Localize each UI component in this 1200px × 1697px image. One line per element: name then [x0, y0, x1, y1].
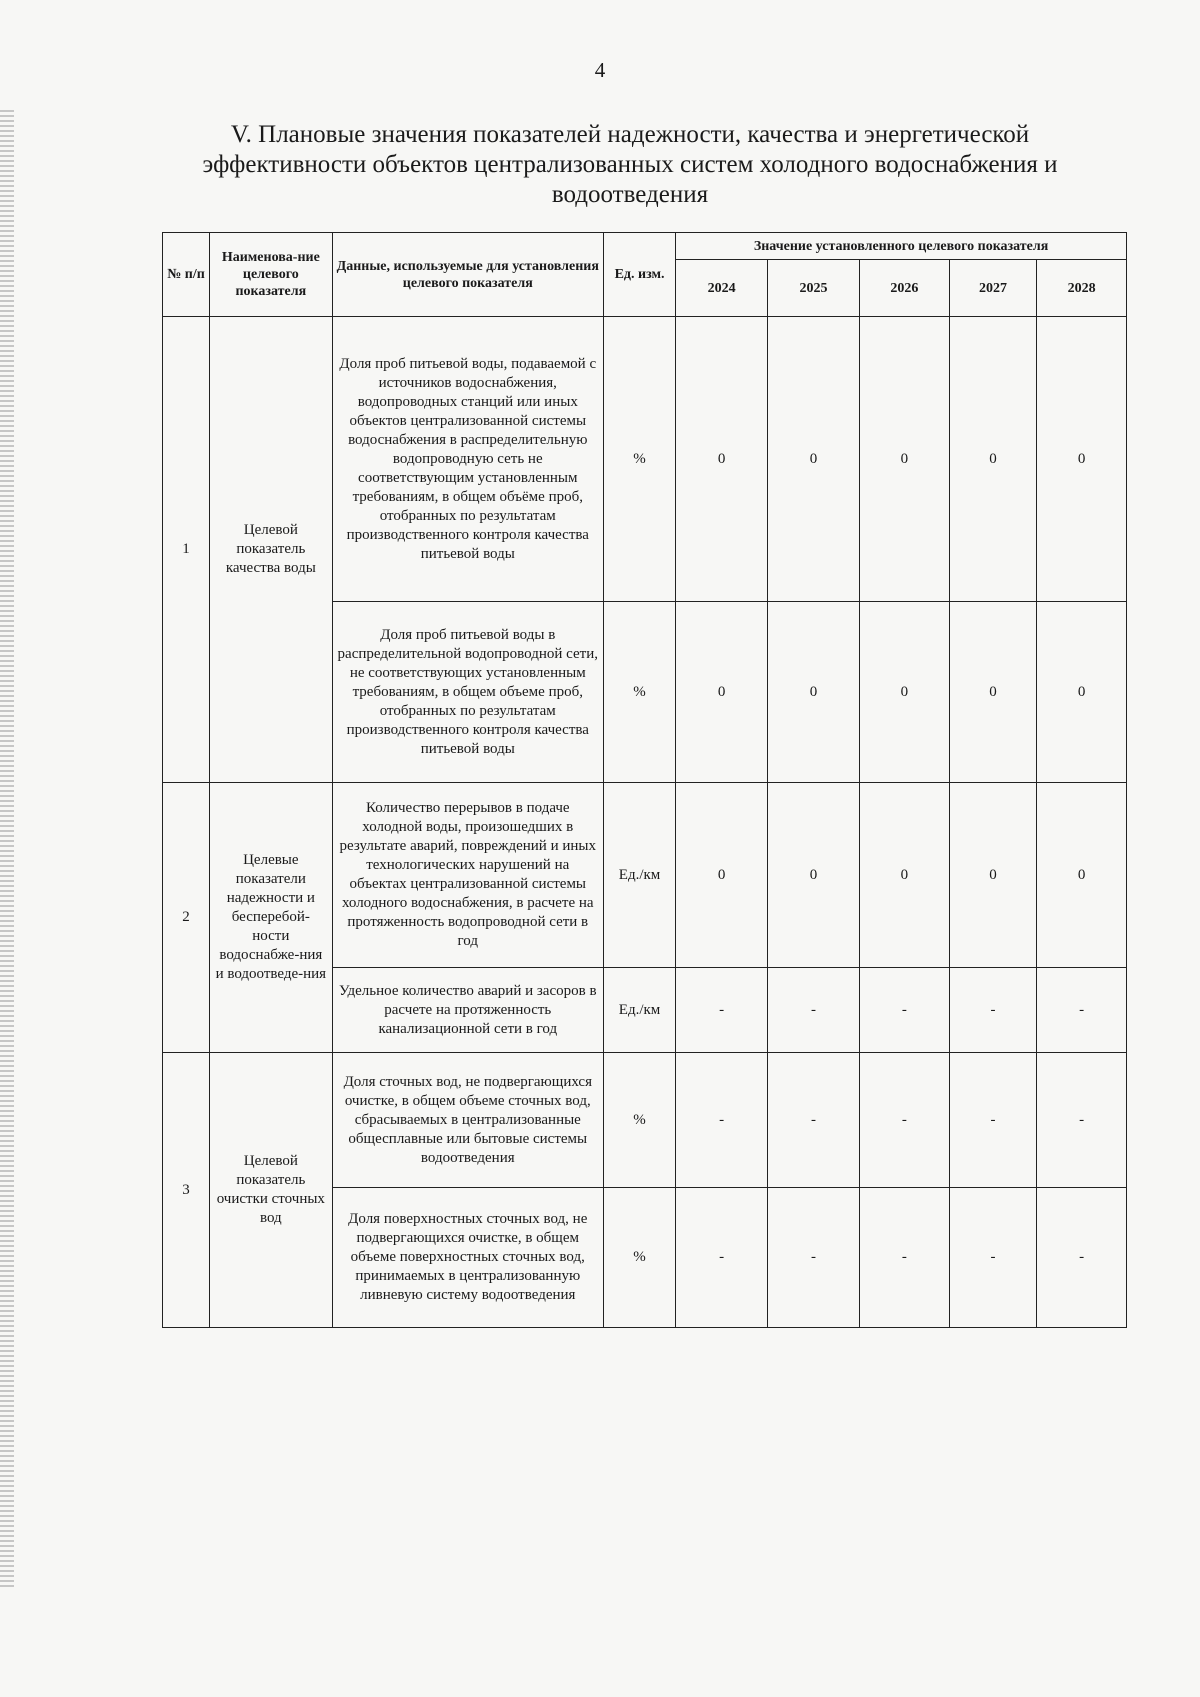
table-row — [163, 783, 1127, 968]
value-cell: 0 — [1037, 602, 1127, 783]
value-cell: - — [859, 1188, 949, 1328]
header-num: № п/п — [163, 233, 210, 317]
header-year: 2026 — [859, 260, 949, 317]
indicator-description: Доля проб питьевой воды, подаваемой с источников водоснабжения, водопроводных станций или иных объектов централизованной системы водоснабжения в распределительную водопроводную сеть не соответствующим установленным требованиям, в общем объёме проб, отобранных по результатам производственного контроля качества питьевой воды — [332, 317, 603, 602]
value-cell: 0 — [949, 317, 1037, 602]
value-cell: - — [859, 968, 949, 1053]
unit-cell: % — [603, 1053, 675, 1188]
value-cell: 0 — [1037, 783, 1127, 968]
table-header — [163, 233, 1127, 317]
value-cell: - — [949, 968, 1037, 1053]
value-cell: 0 — [768, 783, 860, 968]
section-title: V. Плановые значения показателей надежности, качества и энергетической эффективности объектов централизованных систем холодного водоснабжения и водоотведения — [202, 121, 1058, 208]
table-row — [163, 1053, 1127, 1188]
indicator-name: Целевой показатель качества воды — [210, 317, 333, 783]
value-cell: - — [1037, 1188, 1127, 1328]
value-cell: - — [949, 1053, 1037, 1188]
indicator-description: Количество перерывов в подаче холодной воды, произошедших в результате аварий, повреждений и иных технологических нарушений на объектах централизованной системы холодного водоснабжения, в расчете на протяженность водопроводной сети в год — [332, 783, 603, 968]
header-year: 2027 — [949, 260, 1037, 317]
value-cell: 0 — [676, 602, 768, 783]
value-cell: - — [768, 1053, 860, 1188]
value-cell: 0 — [676, 783, 768, 968]
value-cell: - — [676, 968, 768, 1053]
value-cell: 0 — [768, 317, 860, 602]
indicator-description: Доля проб питьевой воды в распределительной водопроводной сети, не соответствующих установленным требованиям, в общем объеме проб, отобранных по результатам производственного контроля качества питьевой воды — [332, 602, 603, 783]
value-cell: 0 — [859, 783, 949, 968]
page-number: 4 — [594, 58, 606, 82]
row-num: 2 — [163, 783, 210, 1053]
unit-cell: % — [603, 317, 675, 602]
header-year: 2025 — [768, 260, 860, 317]
indicator-description: Доля поверхностных сточных вод, не подвергающихся очистке, в общем объеме поверхностных сточных вод, принимаемых в централизованную ливневую систему водоотведения — [332, 1188, 603, 1328]
unit-cell: % — [603, 602, 675, 783]
scan-edge-artifact — [0, 110, 14, 1590]
header-year: 2024 — [676, 260, 768, 317]
value-cell: - — [676, 1188, 768, 1328]
row-num: 3 — [163, 1053, 210, 1328]
value-cell: - — [1037, 1053, 1127, 1188]
unit-cell: Ед./км — [603, 783, 675, 968]
value-cell: - — [768, 968, 860, 1053]
value-cell: - — [676, 1053, 768, 1188]
value-cell: 0 — [859, 602, 949, 783]
unit-cell: Ед./км — [603, 968, 675, 1053]
unit-cell: % — [603, 1188, 675, 1328]
header-unit: Ед. изм. — [603, 233, 675, 317]
row-num: 1 — [163, 317, 210, 783]
header-year: 2028 — [1037, 260, 1127, 317]
indicator-description: Удельное количество аварий и засоров в расчете на протяженность канализационной сети в год — [332, 968, 603, 1053]
value-cell: - — [859, 1053, 949, 1188]
table-body — [163, 317, 1127, 1328]
indicator-name: Целевые показатели надежности и бесперебой-ности водоснабже-ния и водоотведе-ния — [210, 783, 333, 1053]
table-row — [163, 317, 1127, 602]
value-cell: - — [768, 1188, 860, 1328]
value-cell: - — [949, 1188, 1037, 1328]
value-cell: 0 — [949, 783, 1037, 968]
value-cell: 0 — [949, 602, 1037, 783]
indicator-description: Доля сточных вод, не подвергающихся очистке, в общем объеме сточных вод, сбрасываемых в централизованные общесплавные или бытовые системы водоотведения — [332, 1053, 603, 1188]
value-cell: 0 — [676, 317, 768, 602]
value-cell: - — [1037, 968, 1127, 1053]
header-values-group: Значение установленного целевого показателя — [676, 233, 1127, 260]
value-cell: 0 — [1037, 317, 1127, 602]
indicator-name: Целевой показатель очистки сточных вод — [210, 1053, 333, 1328]
value-cell: 0 — [859, 317, 949, 602]
header-data: Данные, используемые для установления целевого показателя — [332, 233, 603, 317]
header-name: Наименова-ние целевого показателя — [210, 233, 333, 317]
indicators-table — [162, 232, 1127, 1328]
value-cell: 0 — [768, 602, 860, 783]
